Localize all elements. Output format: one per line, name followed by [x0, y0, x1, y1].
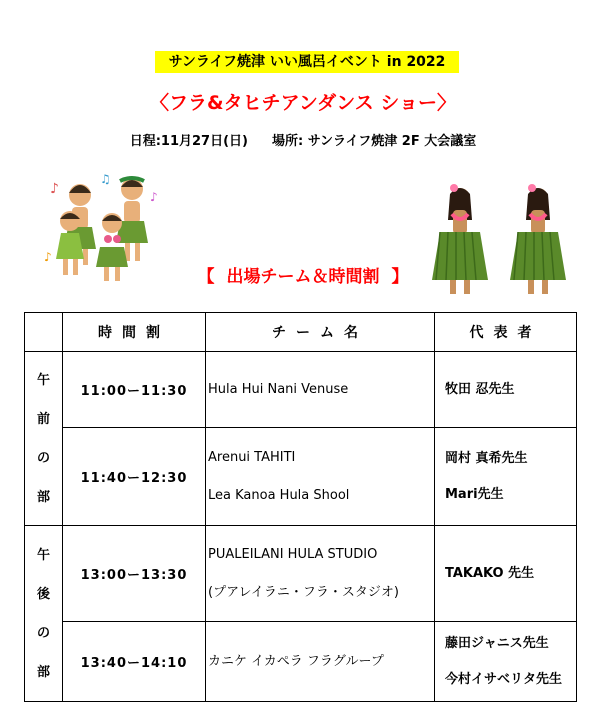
morning-char-3: の [36, 450, 50, 466]
table-header-row [25, 313, 577, 352]
header-team: チーム名 [206, 313, 435, 352]
morning-char-1: 午 [36, 372, 50, 388]
representative [435, 352, 577, 428]
svg-text:♫: ♫ [100, 172, 111, 186]
header-rep: 代表者 [435, 313, 577, 352]
time-slot: 13:00ー13:30 [63, 526, 206, 622]
event-title: サンライフ焼津 いい風呂イベント in 2022 [155, 51, 459, 73]
morning-char-2: 前 [36, 411, 50, 427]
team-name [206, 526, 435, 622]
team-line: (プアレイラニ・フラ・スタジオ) [208, 584, 399, 600]
afternoon-char-4: 部 [36, 664, 50, 680]
time-slot: 11:00ー11:30 [63, 352, 206, 428]
date-label: 日程:11月27日(日) [129, 134, 248, 149]
rep-line: 今村イサベリタ先生 [445, 671, 563, 687]
morning-label [25, 352, 63, 526]
show-title: 〈フラ&タヒチアンダンス ショー〉 [150, 92, 456, 114]
open-bracket: 【 [197, 267, 215, 287]
schedule-info [0, 130, 606, 149]
representative [435, 428, 577, 526]
rep-line: Mari先生 [445, 486, 504, 502]
table-row [25, 526, 577, 622]
rep-line: 岡村 真希先生 [445, 450, 528, 466]
afternoon-char-3: の [36, 625, 50, 641]
rep-line: 牧田 忍先生 [445, 381, 515, 397]
team-line: Arenui TAHITI [208, 449, 296, 465]
header-time: 時間割 [63, 313, 206, 352]
svg-text:♪: ♪ [150, 190, 158, 204]
representative [435, 622, 577, 702]
afternoon-char-2: 後 [36, 586, 50, 602]
section-title-text: 出場チーム＆時間割 [226, 267, 380, 287]
svg-text:♪: ♪ [50, 181, 59, 197]
rep-line: TAKAKO 先生 [445, 565, 535, 581]
afternoon-label [25, 526, 63, 702]
representative [435, 526, 577, 622]
schedule-table [24, 312, 577, 702]
rep-line: 藤田ジャニス先生 [445, 635, 549, 651]
header-part [25, 313, 63, 352]
time-slot: 13:40ー14:10 [63, 622, 206, 702]
afternoon-char-1: 午 [36, 547, 50, 563]
team-name [206, 352, 435, 428]
team-line: Lea Kanoa Hula Shool [208, 487, 350, 503]
team-name [206, 428, 435, 526]
section-title [0, 262, 606, 287]
table-row [25, 622, 577, 702]
table-row [25, 352, 577, 428]
table-row [25, 428, 577, 526]
close-bracket: 】 [391, 267, 409, 287]
team-line: カニケ イカペラ フラグループ [208, 653, 384, 669]
team-line: Hula Hui Nani Venuse [208, 381, 349, 397]
venue-label: 場所: サンライフ焼津 2F 大会議室 [271, 134, 477, 149]
svg-text:♪: ♪ [44, 250, 52, 264]
time-slot: 11:40ー12:30 [63, 428, 206, 526]
morning-char-4: 部 [36, 489, 50, 505]
team-name [206, 622, 435, 702]
team-line: PUALEILANI HULA STUDIO [208, 546, 378, 562]
